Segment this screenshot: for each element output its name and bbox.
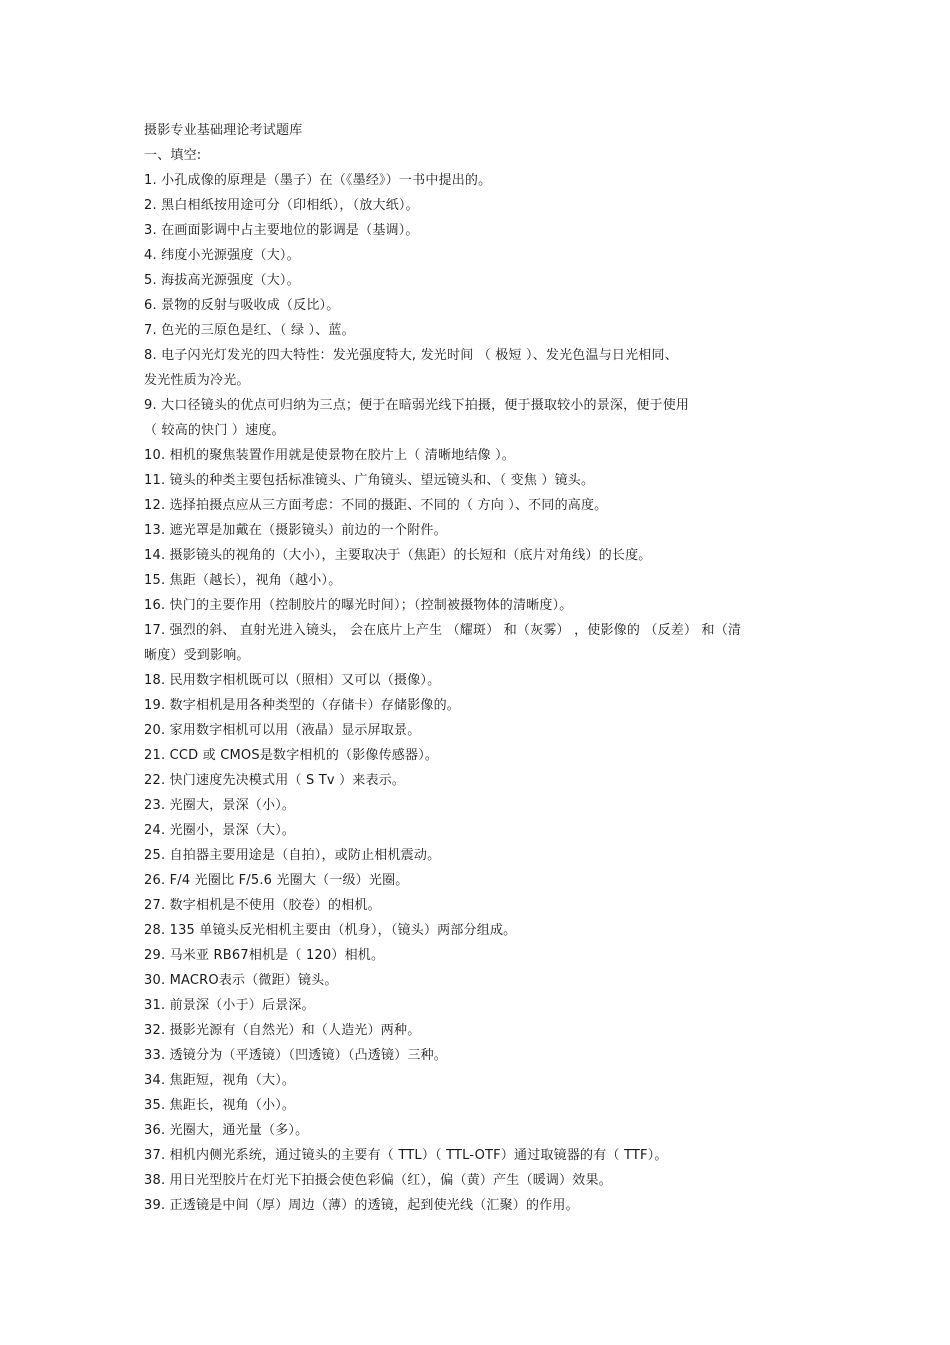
question-line: 12. 选择拍摄点应从三方面考虑：不同的摄距、不同的（ 方向 ）、不同的高度。: [144, 498, 608, 513]
question-line: 38. 用日光型胶片在灯光下拍摄会使色彩偏（红），偏（黄）产生（暖调）效果。: [144, 1173, 612, 1188]
question-continuation: 晰度）受到影响。: [144, 648, 250, 663]
question-line: 20. 家用数字相机可以用（液晶）显示屏取景。: [144, 723, 421, 738]
question-line: 1. 小孔成像的原理是（墨子）在（《墨经》）一书中提出的。: [144, 173, 492, 188]
question-line: 2. 黑白相纸按用途可分（印相纸），（放大纸）。: [144, 198, 419, 213]
question-continuation: 发光性质为冷光。: [144, 373, 250, 388]
question-line: 29. 马米亚 RB67相机是（ 120）相机。: [144, 948, 385, 963]
question-line: 25. 自拍器主要用途是（自拍），或防止相机震动。: [144, 848, 441, 863]
question-line: 26. F/4 光圈比 F/5.6 光圈大（一级）光圈。: [144, 873, 409, 888]
question-line: 32. 摄影光源有（自然光）和（人造光）两种。: [144, 1023, 421, 1038]
question-line: 15. 焦距（越长），视角（越小）。: [144, 573, 342, 588]
question-line: 37. 相机内侧光系统，通过镜头的主要有（ TTL）（ TTL-OTF）通过取镜器的有（ TTF）。: [144, 1148, 668, 1163]
question-line: 21. CCD 或 CMOS是数字相机的（影像传感器）。: [144, 748, 439, 763]
document-content: [144, 118, 824, 1218]
question-line: 9. 大口径镜头的优点可归纳为三点；便于在暗弱光线下拍摄，便于摄取较小的景深，便于使用: [144, 398, 690, 413]
question-continuation: （ 较高的快门 ）速度。: [144, 423, 285, 438]
question-line: 31. 前景深（小于）后景深。: [144, 998, 315, 1013]
question-line: 35. 焦距长，视角（小）。: [144, 1098, 296, 1113]
question-line: 28. 135 单镜头反光相机主要由（机身），（镜头）两部分组成。: [144, 923, 517, 938]
question-line: 39. 正透镜是中间（厚）周边（薄）的透镜，起到使光线（汇聚）的作用。: [144, 1198, 579, 1213]
question-line: 8. 电子闪光灯发光的四大特性：发光强度特大, 发光时间 （ 极短 ）、发光色温与日光相同、: [144, 348, 678, 363]
question-line: 34. 焦距短，视角（大）。: [144, 1073, 296, 1088]
question-line: 17. 强烈的斜、 直射光进入镜头， 会在底片上产生 （耀斑） 和（灰雾） ，使影像的 （反差） 和（清: [144, 623, 742, 638]
question-line: 30. MACRO表示（微距）镜头。: [144, 973, 338, 988]
question-line: 5. 海拔高光源强度（大）。: [144, 273, 300, 288]
section-heading: 一、填空:: [144, 148, 202, 163]
question-line: 6. 景物的反射与吸收成（反比）。: [144, 298, 340, 313]
question-line: 36. 光圈大，通光量（多）。: [144, 1123, 309, 1138]
question-line: 13. 遮光罩是加戴在（摄影镜头）前边的一个附件。: [144, 523, 447, 538]
question-line: 7. 色光的三原色是红、（ 绿 ）、蓝。: [144, 323, 355, 338]
document-title: 摄影专业基础理论考试题库: [144, 123, 303, 138]
question-line: 27. 数字相机是不使用（胶卷）的相机。: [144, 898, 381, 913]
question-line: 10. 相机的聚焦装置作用就是使景物在胶片上（ 清晰地结像 ）。: [144, 448, 515, 463]
question-line: 3. 在画面影调中占主要地位的影调是（基调）。: [144, 223, 419, 238]
question-line: 11. 镜头的种类主要包括标准镜头、广角镜头、望远镜头和、（ 变焦 ）镜头。: [144, 473, 595, 488]
question-line: 19. 数字相机是用各种类型的（存储卡）存储影像的。: [144, 698, 461, 713]
question-line: 14. 摄影镜头的视角的（大小），主要取决于（焦距）的长短和（底片对角线）的长度。: [144, 548, 652, 563]
question-line: 18. 民用数字相机既可以（照相）又可以（摄像）。: [144, 673, 441, 688]
question-line: 33. 透镜分为（平透镜）（凹透镜）（凸透镜）三种。: [144, 1048, 448, 1063]
question-line: 22. 快门速度先决模式用（ S Tv ）来表示。: [144, 773, 406, 788]
question-line: 23. 光圈大，景深（小）。: [144, 798, 296, 813]
question-line: 24. 光圈小，景深（大）。: [144, 823, 296, 838]
question-line: 4. 纬度小光源强度（大）。: [144, 248, 300, 263]
question-line: 16. 快门的主要作用（控制胶片的曝光时间）；（控制被摄物体的清晰度）。: [144, 598, 573, 613]
